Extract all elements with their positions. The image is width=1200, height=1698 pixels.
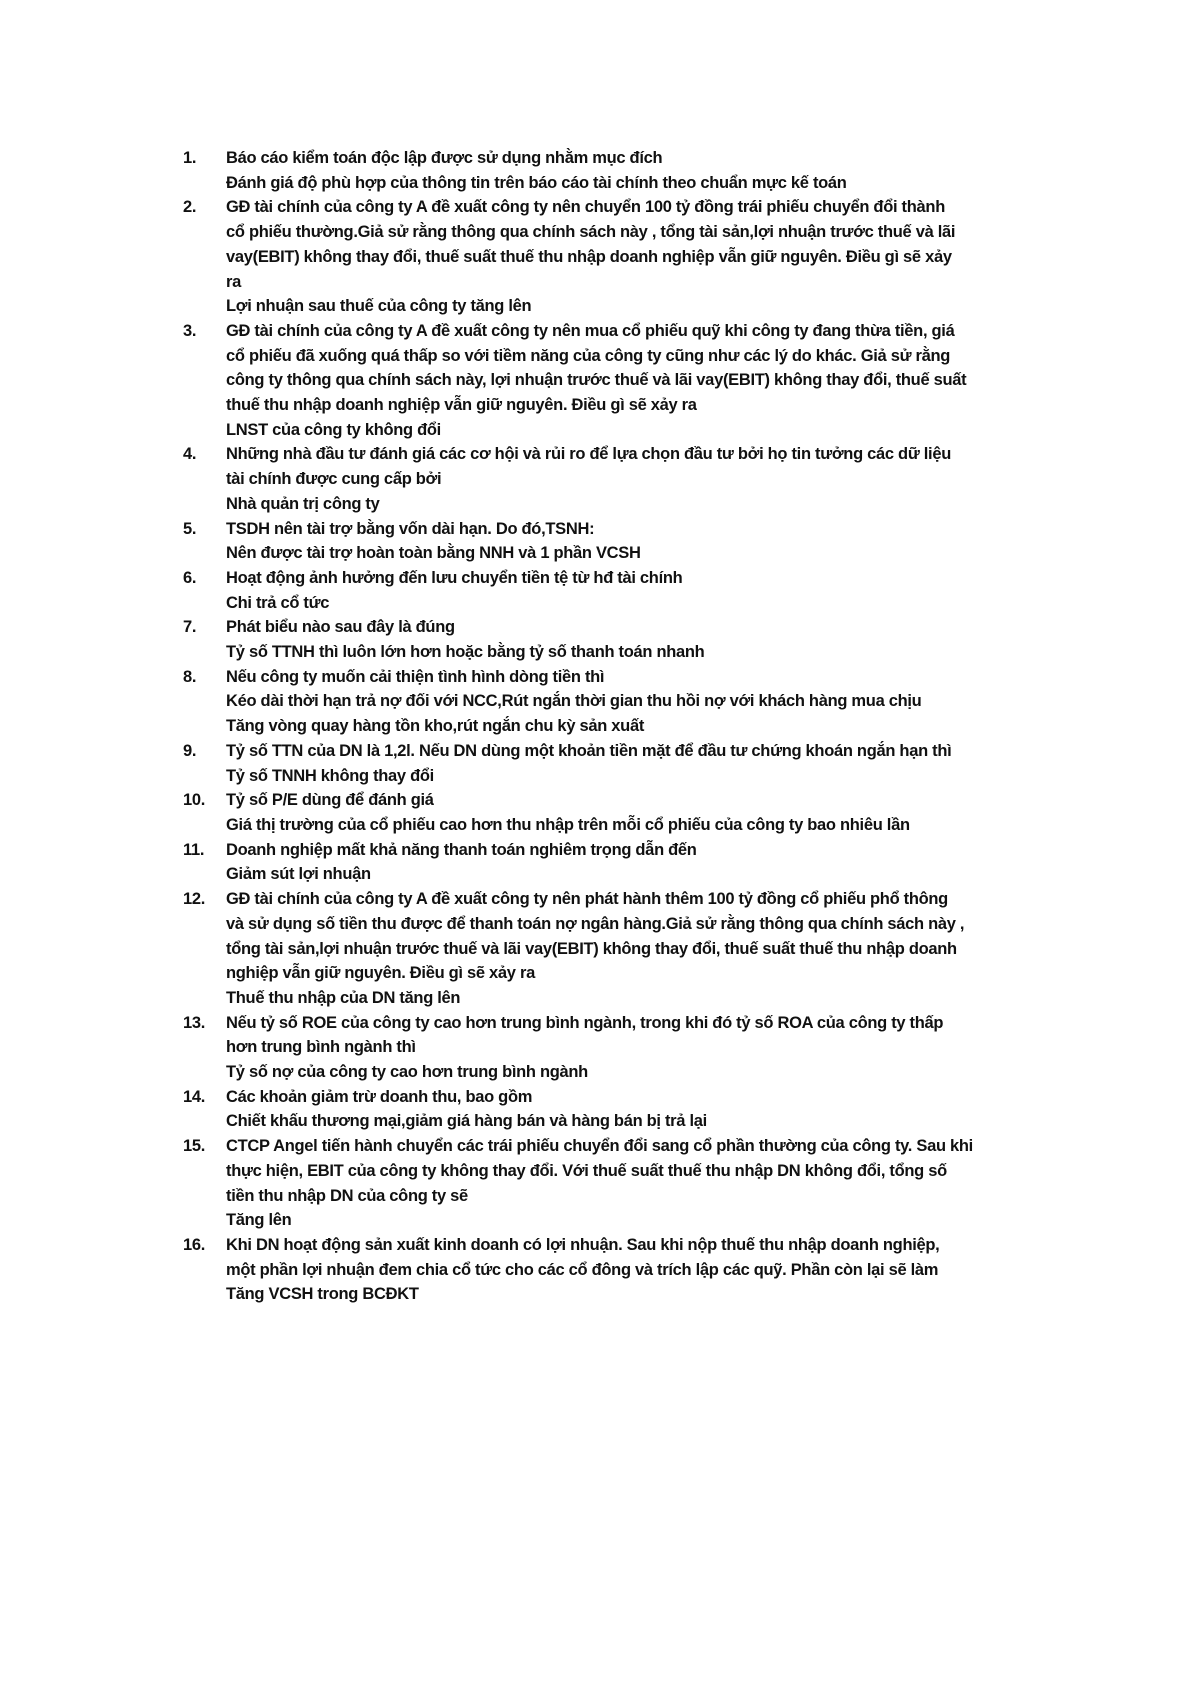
text-line: Lợi nhuận sau thuế của công ty tăng lên bbox=[226, 297, 532, 316]
question-item bbox=[183, 566, 1023, 615]
text-line: Giá thị trường của cổ phiếu cao hơn thu nhập trên mỗi cổ phiếu của công ty bao nhiêu lần bbox=[226, 815, 910, 834]
text-line: Những nhà đầu tư đánh giá các cơ hội và rủi ro để lựa chọn đầu tư bởi họ tin tưởng các dữ liệu bbox=[226, 445, 951, 464]
question-body bbox=[226, 739, 1023, 788]
question-body bbox=[226, 566, 1023, 615]
question-number: 12. bbox=[183, 890, 206, 909]
question-body bbox=[226, 517, 1023, 566]
text-line: công ty thông qua chính sách này, lợi nhuận trước thuế và lãi vay(EBIT) không thay đổi, thuế suất bbox=[226, 371, 967, 390]
text-line: Chiết khấu thương mại,giảm giá hàng bán và hàng bán bị trả lại bbox=[226, 1112, 707, 1131]
text-line: Doanh nghiệp mất khả năng thanh toán nghiêm trọng dẫn đến bbox=[226, 840, 697, 859]
question-number: 8. bbox=[183, 667, 197, 686]
question-number: 14. bbox=[183, 1087, 206, 1106]
question-number: 15. bbox=[183, 1137, 206, 1156]
question-item bbox=[183, 442, 1023, 516]
text-line: Tăng VCSH trong BCĐKT bbox=[226, 1285, 419, 1304]
text-line: một phần lợi nhuận đem chia cổ tức cho các cổ đông và trích lập các quỹ. Phần còn lại sẽ làm bbox=[226, 1260, 939, 1279]
text-line: Tỷ số nợ của công ty cao hơn trung bình ngành bbox=[226, 1063, 588, 1082]
question-number: 4. bbox=[183, 445, 197, 464]
question-item bbox=[183, 788, 1023, 837]
question-number: 7. bbox=[183, 618, 197, 637]
question-item bbox=[183, 146, 1023, 195]
text-line: cổ phiếu thường.Giả sử rằng thông qua chính sách này , tổng tài sản,lợi nhuận trước thuế và lãi bbox=[226, 223, 956, 242]
question-body bbox=[226, 442, 1023, 516]
text-line: Nhà quản trị công ty bbox=[226, 494, 380, 513]
question-number: 6. bbox=[183, 568, 197, 587]
text-line: Chi trả cổ tức bbox=[226, 593, 330, 612]
text-line: thuế thu nhập doanh nghiệp vẫn giữ nguyên. Điều gì sẽ xảy ra bbox=[226, 396, 697, 415]
question-body bbox=[226, 195, 1023, 319]
text-line: Nếu công ty muốn cải thiện tình hình dòng tiền thì bbox=[226, 667, 605, 686]
question-number: 11. bbox=[183, 840, 205, 859]
text-line: nghiệp vẫn giữ nguyên. Điều gì sẽ xảy ra bbox=[226, 964, 535, 983]
question-item bbox=[183, 1011, 1023, 1085]
question-body bbox=[226, 665, 1023, 739]
question-number: 1. bbox=[183, 149, 197, 167]
text-line: Tỷ số TNNH không thay đổi bbox=[226, 766, 434, 785]
text-line: Tăng vòng quay hàng tồn kho,rút ngắn chu kỳ sản xuất bbox=[226, 717, 645, 736]
question-body bbox=[226, 788, 1023, 837]
text-line: tiền thu nhập DN của công ty sẽ bbox=[226, 1186, 468, 1205]
question-item bbox=[183, 1233, 1023, 1307]
text-line: vay(EBIT) không thay đổi, thuế suất thuế thu nhập doanh nghiệp vẫn giữ nguyên. Điều gì sẽ xảy bbox=[226, 247, 952, 266]
text-line: Khi DN hoạt động sản xuất kinh doanh có lợi nhuận. Sau khi nộp thuế thu nhập doanh nghiệp, bbox=[226, 1235, 940, 1254]
text-line: Phát biểu nào sau đây là đúng bbox=[226, 618, 455, 637]
text-line: thực hiện, EBIT của công ty không thay đổi. Với thuế suất thuế thu nhập DN không đổi, tổng số bbox=[226, 1161, 947, 1180]
question-body bbox=[226, 319, 1023, 443]
question-number: 2. bbox=[183, 198, 197, 217]
text-line: Tỷ số TTN của DN là 1,2l. Nếu DN dùng một khoản tiền mặt để đầu tư chứng khoán ngắn hạn thì bbox=[226, 741, 952, 760]
question-body bbox=[226, 1085, 1023, 1134]
question-number: 5. bbox=[183, 519, 197, 538]
question-body bbox=[226, 146, 1023, 195]
text-line: Báo cáo kiểm toán độc lập được sử dụng nhằm mục đích bbox=[226, 149, 663, 167]
text-line: tài chính được cung cấp bởi bbox=[226, 470, 442, 489]
question-list bbox=[183, 146, 1023, 1307]
question-item bbox=[183, 1134, 1023, 1233]
question-number: 13. bbox=[183, 1013, 206, 1032]
question-number: 3. bbox=[183, 321, 197, 340]
text-line: Thuế thu nhập của DN tăng lên bbox=[226, 988, 461, 1007]
text-line: Hoạt động ảnh hưởng đến lưu chuyển tiền tệ từ hđ tài chính bbox=[226, 568, 683, 587]
text-line: Tăng lên bbox=[226, 1211, 292, 1230]
question-number: 16. bbox=[183, 1235, 206, 1254]
text-line: và sử dụng số tiền thu được để thanh toán nợ ngân hàng.Giả sử rằng thông qua chính sách này , bbox=[226, 914, 965, 933]
question-item bbox=[183, 319, 1023, 443]
question-number: 9. bbox=[183, 741, 197, 760]
question-item bbox=[183, 665, 1023, 739]
question-item bbox=[183, 615, 1023, 664]
text-line: hơn trung bình ngành thì bbox=[226, 1038, 416, 1057]
text-line: Nên được tài trợ hoàn toàn bằng NNH và 1 phần VCSH bbox=[226, 544, 641, 563]
text-line: LNST của công ty không đổi bbox=[226, 420, 441, 439]
text-line: ra bbox=[226, 272, 241, 291]
text-line: Đánh giá độ phù hợp của thông tin trên báo cáo tài chính theo chuẩn mực kế toán bbox=[226, 173, 847, 192]
question-number: 10. bbox=[183, 791, 206, 810]
question-item bbox=[183, 195, 1023, 319]
question-body bbox=[226, 1233, 1023, 1307]
text-line: CTCP Angel tiến hành chuyển các trái phiếu chuyển đổi sang cổ phần thường của công ty. Sau khi bbox=[226, 1137, 973, 1156]
text-line: Nếu tỷ số ROE của công ty cao hơn trung bình ngành, trong khi đó tỷ số ROA của công ty thấp bbox=[226, 1013, 944, 1032]
text-line: GĐ tài chính của công ty A đề xuất công ty nên mua cổ phiếu quỹ khi công ty đang thừa tiền, giá bbox=[226, 321, 955, 340]
question-body bbox=[226, 1134, 1023, 1233]
question-body bbox=[226, 1011, 1023, 1085]
text-line: Tỷ số P/E dùng để đánh giá bbox=[226, 791, 434, 810]
question-item bbox=[183, 838, 1023, 887]
question-item bbox=[183, 517, 1023, 566]
question-item bbox=[183, 1085, 1023, 1134]
question-item bbox=[183, 887, 1023, 1011]
text-line: TSDH nên tài trợ bằng vốn dài hạn. Do đó,TSNH: bbox=[226, 519, 595, 538]
text-line: cổ phiếu đã xuống quá thấp so với tiềm năng của công ty cũng như các lý do khác. Giả sử rằng bbox=[226, 346, 951, 365]
question-body bbox=[226, 615, 1023, 664]
text-line: Kéo dài thời hạn trả nợ đối với NCC,Rút ngắn thời gian thu hồi nợ với khách hàng mua chịu bbox=[226, 692, 922, 711]
text-line: GĐ tài chính của công ty A đề xuất công ty nên phát hành thêm 100 tỷ đồng cổ phiếu phổ thông bbox=[226, 890, 948, 909]
text-line: GĐ tài chính của công ty A đề xuất công ty nên chuyển 100 tỷ đồng trái phiếu chuyển đổi thành bbox=[226, 198, 945, 217]
text-line: Tỷ số TTNH thì luôn lớn hơn hoặc bằng tỷ số thanh toán nhanh bbox=[226, 643, 705, 662]
question-body bbox=[226, 838, 1023, 887]
text-line: Các khoản giảm trừ doanh thu, bao gồm bbox=[226, 1087, 533, 1106]
question-body bbox=[226, 887, 1023, 1011]
question-item bbox=[183, 739, 1023, 788]
text-line: Giảm sút lợi nhuận bbox=[226, 865, 371, 884]
text-line: tổng tài sản,lợi nhuận trước thuế và lãi vay(EBIT) không thay đổi, thuế suất thuế thu nhập doanh bbox=[226, 939, 957, 958]
